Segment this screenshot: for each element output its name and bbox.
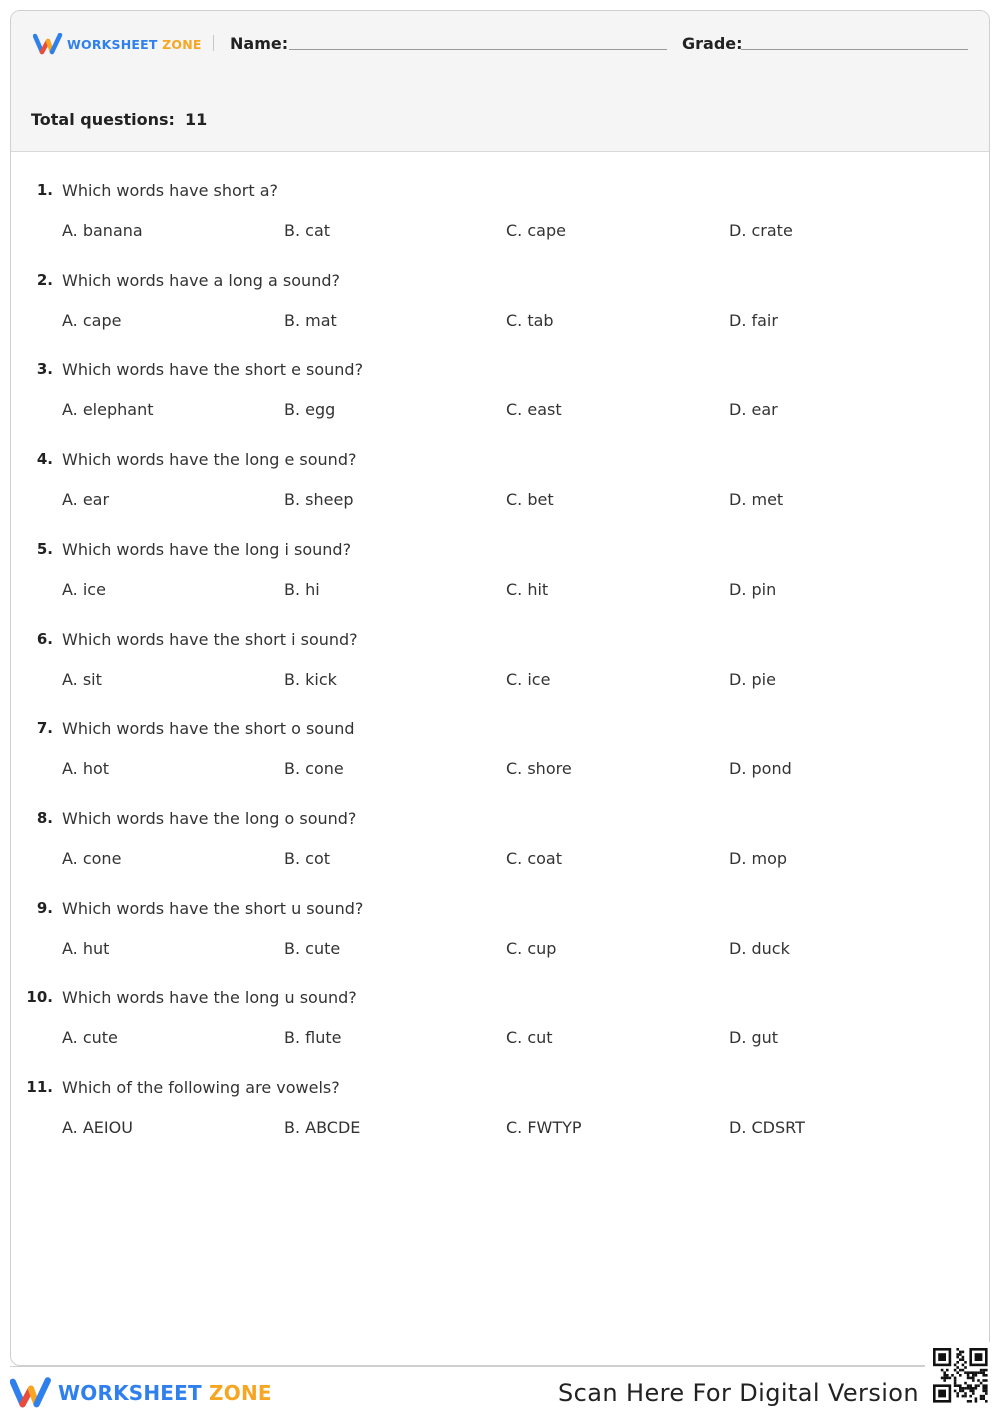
footer-logo [10, 1376, 272, 1410]
answer-option-b[interactable]: B. cot [284, 849, 331, 868]
answer-option-d[interactable]: D. pond [729, 759, 792, 778]
answer-option-d[interactable]: D. met [729, 490, 784, 509]
answer-option-c[interactable]: C. tab [506, 311, 554, 330]
grade-input-line[interactable] [741, 49, 968, 50]
question-text: Which words have the short i sound? [62, 630, 358, 649]
question-number: 7. [36, 719, 53, 737]
question-number: 5. [36, 540, 53, 558]
question-text: Which of the following are vowels? [62, 1078, 340, 1097]
question-text: Which words have the long i sound? [62, 540, 352, 559]
answer-option-b[interactable]: B. mat [284, 311, 337, 330]
qr-code-icon[interactable] [925, 1342, 995, 1410]
answer-option-c[interactable]: C. cup [506, 939, 557, 958]
qr-code-graphic [925, 1342, 995, 1410]
header-brand-name [67, 37, 202, 52]
footer-divider [10, 1366, 925, 1367]
question-text: Which words have the long e sound? [62, 450, 357, 469]
answer-option-a[interactable]: A. ear [62, 490, 110, 509]
answer-option-c[interactable]: C. cape [506, 221, 566, 240]
answer-option-b[interactable]: B. sheep [284, 490, 354, 509]
question-number: 3. [36, 360, 53, 378]
question-item [11, 625, 989, 715]
header-divider [213, 35, 214, 51]
answer-option-d[interactable]: D. ear [729, 400, 778, 419]
header-logo [33, 33, 202, 55]
answer-option-b[interactable]: B. cute [284, 939, 341, 958]
answer-option-a[interactable]: A. cape [62, 311, 122, 330]
answer-option-d[interactable]: D. pin [729, 580, 777, 599]
answer-option-a[interactable]: A. ice [62, 580, 106, 599]
question-text: Which words have the short o sound [62, 719, 355, 738]
brand-word-zone: ZONE [209, 1381, 272, 1405]
answer-option-b[interactable]: B. kick [284, 670, 337, 689]
question-item [11, 1073, 989, 1163]
total-questions [31, 110, 207, 129]
answer-option-c[interactable]: C. cut [506, 1028, 553, 1047]
question-item [11, 176, 989, 266]
question-item [11, 804, 989, 894]
answer-option-c[interactable]: C. bet [506, 490, 554, 509]
answer-option-a[interactable]: A. AEIOU [62, 1118, 133, 1137]
answer-option-b[interactable]: B. egg [284, 400, 336, 419]
question-item [11, 714, 989, 804]
answer-option-b[interactable]: B. flute [284, 1028, 342, 1047]
answer-option-a[interactable]: A. hot [62, 759, 110, 778]
answer-option-d[interactable]: D. gut [729, 1028, 779, 1047]
question-item [11, 266, 989, 356]
name-label: Name: [230, 34, 289, 53]
total-questions-label: Total questions: [31, 110, 175, 129]
answer-option-a[interactable]: A. elephant [62, 400, 154, 419]
footer-brand-name [58, 1381, 272, 1405]
answer-option-a[interactable]: A. banana [62, 221, 143, 240]
question-number: 6. [36, 630, 53, 648]
answer-option-c[interactable]: C. FWTYP [506, 1118, 582, 1137]
question-item [11, 983, 989, 1073]
worksheet-page [10, 10, 990, 1366]
answer-option-a[interactable]: A. cute [62, 1028, 118, 1047]
scan-here-text: Scan Here For Digital Version [558, 1379, 919, 1407]
brand-word-worksheet: WORKSHEET [58, 1381, 202, 1405]
question-item [11, 535, 989, 625]
grade-label: Grade: [682, 34, 743, 53]
answer-option-c[interactable]: C. hit [506, 580, 549, 599]
question-item [11, 445, 989, 535]
question-text: Which words have the long o sound? [62, 809, 357, 828]
name-input-line[interactable] [289, 49, 667, 50]
question-text: Which words have short a? [62, 181, 279, 200]
worksheetzone-logo-icon [10, 1377, 52, 1409]
question-number: 2. [36, 271, 53, 289]
question-text: Which words have a long a sound? [62, 271, 340, 290]
answer-option-b[interactable]: B. cat [284, 221, 331, 240]
answer-option-c[interactable]: C. coat [506, 849, 563, 868]
question-number: 8. [36, 809, 53, 827]
question-item [11, 355, 989, 445]
question-text: Which words have the short e sound? [62, 360, 364, 379]
answer-option-c[interactable]: C. shore [506, 759, 572, 778]
answer-option-b[interactable]: B. ABCDE [284, 1118, 361, 1137]
brand-word-zone: ZONE [162, 36, 202, 52]
answer-option-d[interactable]: D. pie [729, 670, 776, 689]
answer-option-d[interactable]: D. duck [729, 939, 790, 958]
answer-option-d[interactable]: D. crate [729, 221, 793, 240]
answer-option-d[interactable]: D. mop [729, 849, 788, 868]
answer-option-b[interactable]: B. cone [284, 759, 344, 778]
answer-option-a[interactable]: A. sit [62, 670, 102, 689]
question-number: 10. [26, 988, 53, 1006]
answer-option-a[interactable]: A. cone [62, 849, 122, 868]
question-item [11, 894, 989, 984]
brand-word-worksheet: WORKSHEET [67, 36, 158, 52]
answer-option-a[interactable]: A. hut [62, 939, 110, 958]
question-number: 11. [26, 1078, 53, 1096]
question-text: Which words have the long u sound? [62, 988, 357, 1007]
answer-option-c[interactable]: C. east [506, 400, 562, 419]
question-number: 1. [36, 181, 53, 199]
worksheet-header [11, 11, 989, 152]
total-questions-value: 11 [184, 110, 208, 129]
question-text: Which words have the short u sound? [62, 899, 364, 918]
answer-option-c[interactable]: C. ice [506, 670, 551, 689]
question-number: 4. [36, 450, 53, 468]
answer-option-d[interactable]: D. fair [729, 311, 778, 330]
worksheetzone-logo-icon [33, 33, 63, 55]
answer-option-d[interactable]: D. CDSRT [729, 1118, 805, 1137]
question-number: 9. [36, 899, 53, 917]
answer-option-b[interactable]: B. hi [284, 580, 320, 599]
